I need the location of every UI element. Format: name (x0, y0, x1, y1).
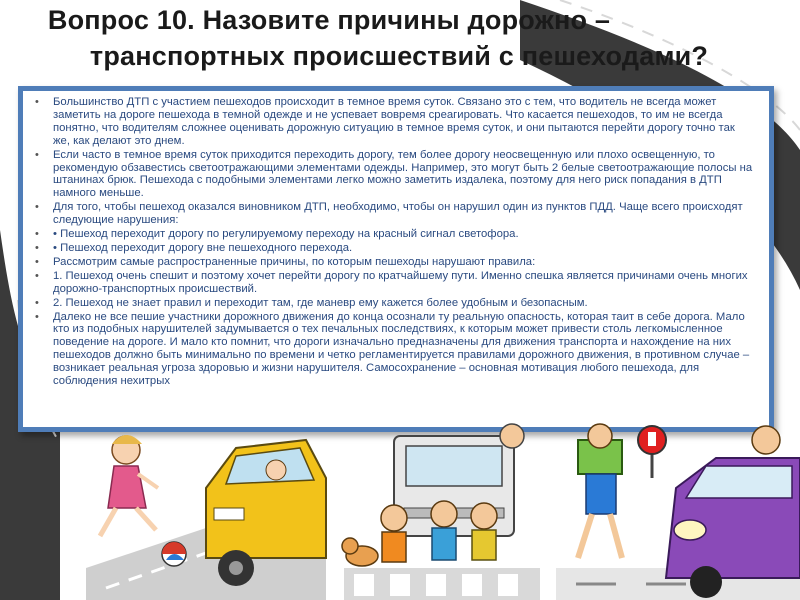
slide-title (0, 2, 800, 74)
illustrations (86, 418, 800, 600)
girl-ball-car-illustration (86, 435, 326, 600)
list-item: • 2. Пешеход не знает правил и переходит там, где маневр ему кажется более удобным и безопасным. (33, 297, 753, 310)
list-item: • Рассмотрим самые распространенные причины, по которым пешеходы нарушают правила: (33, 256, 753, 269)
text-panel (18, 86, 774, 432)
title-line-2: транспортных происшествий с пешеходами? (89, 41, 709, 71)
bullet-list (33, 96, 753, 388)
boy-reading-car-illustration (556, 424, 800, 600)
list-item: • • Пешеход переходит дорогу вне пешеходного перехода. (33, 242, 753, 255)
title-line-1: Вопрос 10. Назовите причины дорожно – (47, 5, 611, 35)
list-item: • Большинство ДТП с участием пешеходов происходит в темное время суток. Связано это с тем, что водитель не всегда может заметить на дороге пешехода в темной одежде и не успевает вовремя среагировать. Что касается пешеходов, то им не всегда понятно, что водителям сложнее оценивать дорожную ситуацию в темное время суток, и они пытаются перейти дорогу точно так же, как делают это днем. (33, 96, 753, 148)
list-item: • Для того, чтобы пешеход оказался виновником ДТП, необходимо, чтобы он нарушил один из пунктов ПДД. Чаще всего происходят следующие нарушения: (33, 201, 753, 227)
list-item: • Если часто в темное время суток приходится переходить дорогу, тем более дорогу неосвещенную или плохо освещенную, то рекомендую обзавестись светоотражающими элементами одежды. Например, это могут быть 2 белые светоотражающие полосы на штанинах брюк. Пешехода с подобными элементами легко можно заметить издалека, поэтому для него риск попадания в ДТП намного меньше. (33, 149, 753, 201)
list-item: • • Пешеход переходит дорогу по регулируемому переходу на красный сигнал светофора. (33, 228, 753, 241)
children-crossing-illustration (342, 424, 540, 600)
list-item: • Далеко не все пешие участники дорожного движения до конца осознали ту реальную опасность, которая таит в себе дорога. Мало кто из подобных нарушителей задумывается о тех печальных последствиях, к которым может привести столь легкомысленное поведение на дороге. И мало кто помнит, что дороги изначально предназначены для движения транспорта и нахождение на них пешеходов должно быть минимально по времени и четко регламентируется правилами дорожного движения, в противном случае – возникает реальная угроза здоровью и жизни нарушителя. Самосохранение – основная мотивация любого пешехода, для соблюдения нехитрых (33, 311, 753, 388)
list-item: • 1. Пешеход очень спешит и поэтому хочет перейти дорогу по кратчайшему пути. Именно спешка является причинами очень многих дорожно-транспортных происшествий. (33, 270, 753, 296)
